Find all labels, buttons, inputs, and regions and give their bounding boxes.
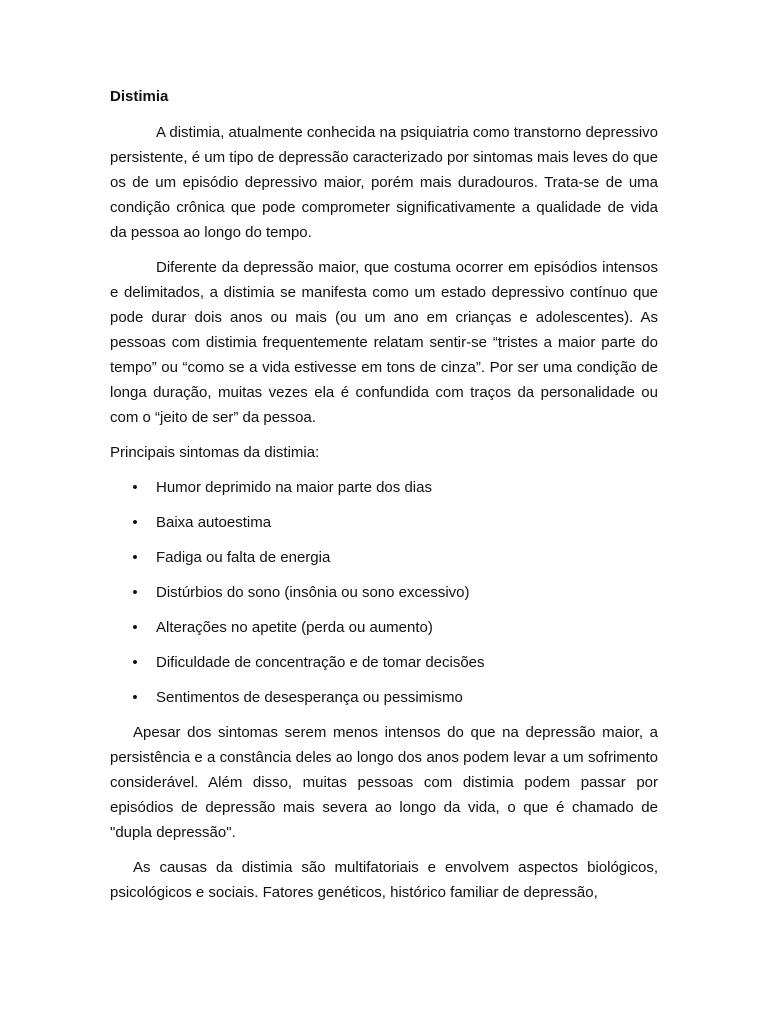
- list-item: [110, 510, 658, 535]
- bullet-icon: •: [132, 619, 138, 636]
- symptoms-list: [110, 475, 658, 710]
- bullet-icon: •: [132, 584, 138, 601]
- document-title: Distimia: [110, 88, 169, 105]
- list-item: [110, 650, 658, 675]
- paragraph-double-depression: Apesar dos sintomas serem menos intensos do que na depressão maior, a persistência e a constância deles ao longo dos anos podem levar a um sofrimento considerável. Além disso, muitas pessoas com distimia podem passar por episódios de depressão mais severa ao longo da vida, o que é chamado de "dupla depressão".: [110, 724, 658, 841]
- paragraph-causes: As causas da distimia são multifatoriais e envolvem aspectos biológicos, psicológicos e sociais. Fatores genéticos, histórico familiar de depressão,: [110, 859, 658, 901]
- symptom-text: Baixa autoestima: [156, 514, 272, 531]
- symptom-text: Humor deprimido na maior parte dos dias: [156, 479, 432, 496]
- bullet-icon: •: [132, 654, 138, 671]
- symptom-text: Distúrbios do sono (insônia ou sono excessivo): [156, 584, 470, 601]
- symptom-text: Fadiga ou falta de energia: [156, 549, 331, 566]
- bullet-icon: •: [132, 689, 138, 706]
- symptom-text: Sentimentos de desesperança ou pessimismo: [156, 689, 463, 706]
- list-item: [110, 545, 658, 570]
- paragraph-difference: Diferente da depressão maior, que costuma ocorrer em episódios intensos e delimitados, a distimia se manifesta como um estado depressivo contínuo que pode durar dois anos ou mais (ou um ano em crianças e adolescentes). As pessoas com distimia frequentemente relatam sentir-se “tristes a maior parte do tempo” ou “como se a vida estivesse em tons de cinza”. Por ser uma condição de longa duração, muitas vezes ela é confundida com traços da personalidade ou com o “jeito de ser” da pessoa.: [110, 259, 658, 426]
- list-item: [110, 615, 658, 640]
- list-item: [110, 580, 658, 605]
- bullet-icon: •: [132, 479, 138, 496]
- document-page: [110, 84, 658, 915]
- bullet-icon: •: [132, 549, 138, 566]
- paragraph-intro: A distimia, atualmente conhecida na psiquiatria como transtorno depressivo persistente, é um tipo de depressão caracterizado por sintomas mais leves do que os de um episódio depressivo maior, porém mais duradouros. Trata-se de uma condição crônica que pode comprometer significativamente a qualidade de vida da pessoa ao longo do tempo.: [110, 124, 658, 241]
- symptom-text: Dificuldade de concentração e de tomar decisões: [156, 654, 485, 671]
- symptoms-heading: Principais sintomas da distimia:: [110, 444, 320, 461]
- list-item: [110, 475, 658, 500]
- bullet-icon: •: [132, 514, 138, 531]
- list-item: [110, 685, 658, 710]
- symptom-text: Alterações no apetite (perda ou aumento): [156, 619, 433, 636]
